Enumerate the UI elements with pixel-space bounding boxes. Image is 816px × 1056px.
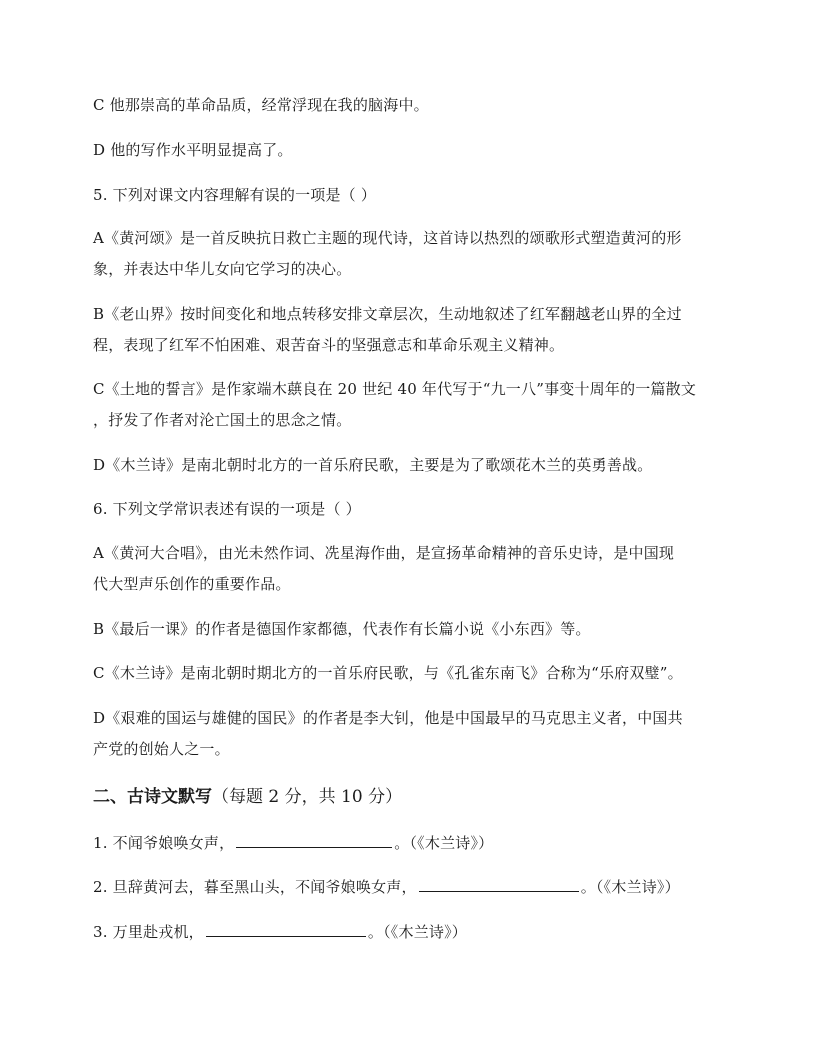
fill-q1-prefix: 1. 不闻爷娘唤女声， (93, 834, 235, 852)
fill-q2-suffix: 。（《木兰诗》） (580, 878, 680, 896)
q6-option-a-line1: A《黄河大合唱》，由光未然作词、冼星海作曲，是宣扬革命精神的音乐史诗，是中国现 (93, 544, 675, 562)
fill-q1-suffix: 。（《木兰诗》） (394, 834, 494, 852)
q6-option-d-line2: 产党的创始人之一。 (93, 740, 230, 758)
fill-q1 (93, 832, 723, 854)
q4-option-c: C 他那崇高的革命品质，经常浮现在我的脑海中。 (93, 96, 429, 114)
q6-option-d-line1: D《艰难的国运与雄健的国民》的作者是李大钊，他是中国最早的马克思主义者，中国共 (93, 709, 683, 727)
q5-option-d-line1: D《木兰诗》是南北朝时北方的一首乐府民歌，主要是为了歌颂花木兰的英勇善战。 (93, 456, 653, 474)
q6-option-b-line1: B《最后一课》的作者是德国作家都德，代表作有长篇小说《小东西》等。 (93, 620, 591, 638)
q6-option-a-line2: 代大型声乐创作的重要作品。 (93, 575, 291, 593)
fill-q3-blank[interactable] (206, 922, 366, 937)
q5-option-c-line1: C《土地的誓言》是作家端木蕻良在 20 世纪 40 年代写于“九一八”事变十周年的一篇散文 (93, 380, 697, 398)
fill-q3 (93, 921, 723, 943)
q5-option-a-line1: A《黄河颂》是一首反映抗日救亡主题的现代诗，这首诗以热烈的颂歌形式塑造黄河的形 (93, 229, 682, 247)
fill-q2-prefix: 2. 旦辞黄河去，暮至黑山头，不闻爷娘唤女声， (93, 878, 417, 896)
section-2-score-note: （每题 2 分，共 10 分） (212, 787, 403, 807)
fill-q2 (93, 876, 723, 898)
q5-option-b-line1: B《老山界》按时间变化和地点转移安排文章层次，生动地叙述了红军翻越老山界的全过 (93, 305, 682, 323)
q5-stem: 5. 下列对课文内容理解有误的一项是（ ） (93, 186, 377, 204)
q6-stem: 6. 下列文学常识表述有误的一项是（ ） (93, 500, 361, 518)
fill-q3-suffix: 。（《木兰诗》） (367, 923, 467, 941)
fill-q1-blank[interactable] (236, 833, 392, 848)
fill-q2-blank[interactable] (419, 877, 579, 892)
section-2-title: 二、古诗文默写 (93, 787, 212, 807)
q5-option-b-line2: 程，表现了红军不怕困难、艰苦奋斗的坚强意志和革命乐观主义精神。 (93, 336, 565, 354)
fill-q3-prefix: 3. 万里赴戎机， (93, 923, 204, 941)
q6-option-c-line1: C《木兰诗》是南北朝时期北方的一首乐府民歌，与《孔雀东南飞》合称为“乐府双璧”。 (93, 664, 683, 682)
q4-option-d: D 他的写作水平明显提高了。 (93, 141, 293, 159)
q5-option-a-line2: 象，并表达中华儿女向它学习的决心。 (93, 260, 352, 278)
q5-option-c-line2: ，抒发了作者对沦亡国土的思念之情。 (93, 411, 352, 429)
section-2-heading (93, 785, 723, 809)
